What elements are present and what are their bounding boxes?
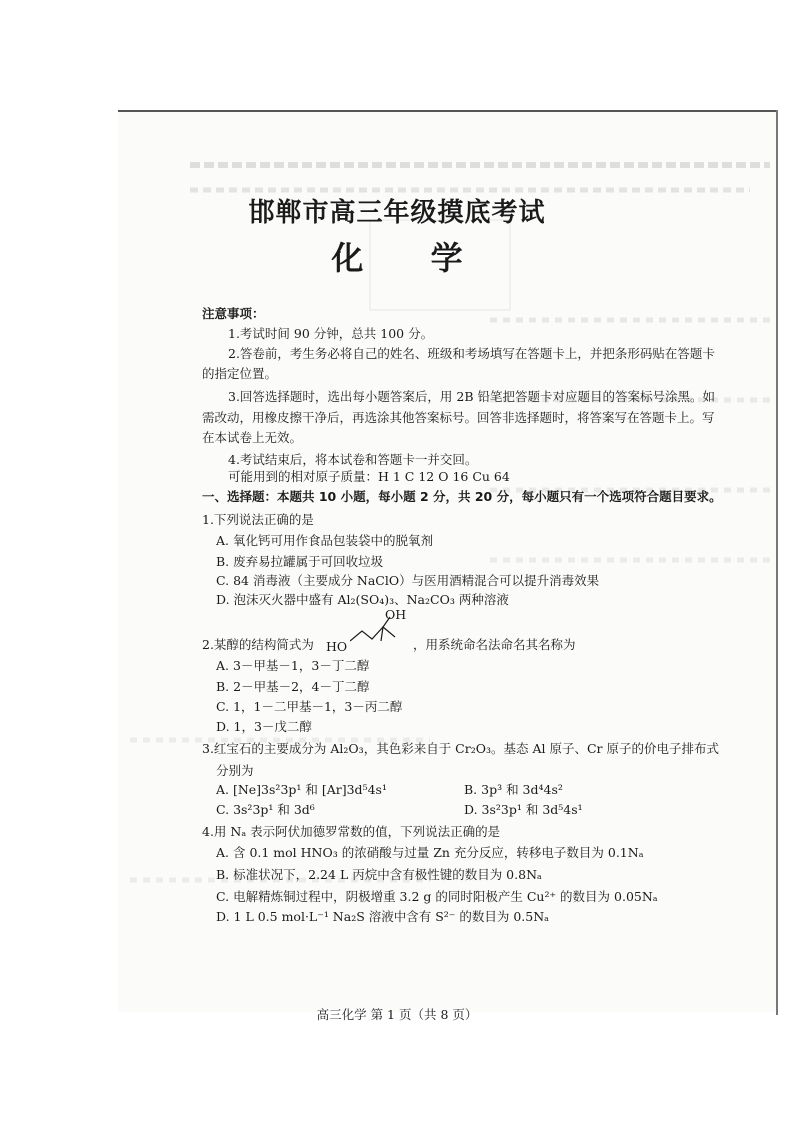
question-stem-cont: 分别为 [216,763,254,778]
option-b: B. 3p³ 和 3d⁴4s² [464,782,563,797]
page-footer: 高三化学 第 1 页（共 8 页） [316,1007,478,1022]
question-stem-tail: ，用系统命名法命名其名称为 [413,637,576,652]
option-c: C. 电解精炼铜过程中，阴极增重 3.2 g 的同时阳极产生 Cu²⁺ 的数目为 0.05Nₐ [216,889,658,904]
option-a: A. [Ne]3s²3p¹ 和 [Ar]3d⁵4s¹ [216,782,387,797]
note-item: 4.考试结束后，将本试卷和答题卡一并交回。 [228,452,478,467]
molecule-ho-label: HO [326,639,348,654]
notes-heading: 注意事项： [202,306,265,321]
option-d: D. 1，3－戊二醇 [216,719,312,734]
note-item: 的指定位置。 [202,366,278,381]
stem-part: 2.某醇的结构简式为 [202,637,314,652]
question-stem: 3.红宝石的主要成分为 Al₂O₃，其色彩来自于 Cr₂O₃。基态 Al 原子、Cr 原子的价电子排布式 [202,741,719,756]
option-a: A. 3－甲基－1，3－丁二醇 [216,658,370,673]
option-d: D. 3s²3p¹ 和 3d⁵4s¹ [464,802,583,817]
exam-subject: 化 学 [331,239,491,277]
question-stem [202,636,314,654]
question-stem: 1.下列说法正确的是 [202,512,314,527]
question-stem: 4.用 Nₐ 表示阿伏加德罗常数的值，下列说法正确的是 [202,824,501,839]
option-b: B. 标准状况下，2.24 L 丙烷中含有极性键的数目为 0.8Nₐ [216,867,542,882]
atomic-masses: 可能用到的相对原子质量：H 1 C 12 O 16 Cu 64 [228,469,510,484]
note-item: 1.考试时间 90 分钟，总共 100 分。 [228,326,434,341]
option-d: D. 1 L 0.5 mol·L⁻¹ Na₂S 溶液中含有 S²⁻ 的数目为 0.5Nₐ [216,909,549,924]
option-a: A. 氧化钙可用作食品包装袋中的脱氧剂 [216,533,433,548]
note-item: 在本试卷上无效。 [202,430,303,445]
note-item: 需改动，用橡皮擦干净后，再选涂其他答案标号。回答非选择题时，将答案写在答题卡上。写 [202,410,715,425]
section-heading: 一、选择题：本题共 10 小题，每小题 2 分，共 20 分，每小题只有一个选项符合题目要求。 [202,489,722,504]
option-c: C. 3s²3p¹ 和 3d⁶ [216,802,315,817]
option-a: A. 含 0.1 mol HNO₃ 的浓硝酸与过量 Zn 充分反应，转移电子数目为 0.1Nₐ [216,845,644,860]
option-c: C. 1，1－二甲基－1，3－丙二醇 [216,699,403,714]
exam-title: 邯郸市高三年级摸底考试 [248,198,546,228]
option-b: B. 废弃易拉罐属于可回收垃圾 [216,554,384,569]
option-b: B. 2－甲基－2，4－丁二醇 [216,679,370,694]
page-edge-top [118,110,778,112]
note-item: 2.答卷前，考生务必将自己的姓名、班级和考场填写在答题卡上，并把条形码贴在答题卡 [228,346,715,361]
option-c: C. 84 消毒液（主要成分 NaClO）与医用酒精混合可以提升消毒效果 [216,573,600,588]
molecule-oh-label: OH [385,607,407,622]
option-d: D. 泡沫灭火器中盛有 Al₂(SO₄)₃、Na₂CO₃ 两种溶液 [216,592,509,607]
note-item: 3.回答选择题时，选出每小题答案后，用 2B 铅笔把答题卡对应题目的答案标号涂黑。如 [228,389,716,404]
